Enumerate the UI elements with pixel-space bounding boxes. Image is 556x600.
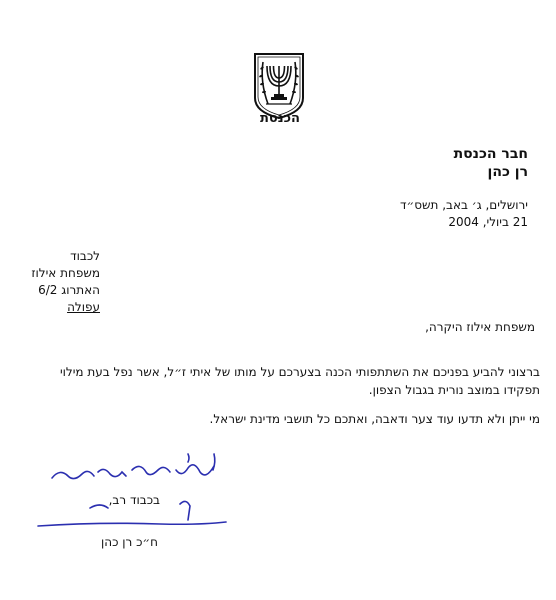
signer-name: ח״כ רן כהן bbox=[100, 535, 158, 549]
paragraph-2: מי ייתן ולא תדעו עוד צער ודאבה, ואתכם כל תושבי מדינת ישראל. bbox=[209, 412, 540, 426]
recipient-city: עפולה bbox=[67, 300, 100, 314]
date-hebrew: ירושלים, ג׳ באב, תשס״ד bbox=[399, 198, 528, 212]
institution-name: הכנסת bbox=[260, 111, 300, 126]
recipient-honorific: לכבוד bbox=[70, 249, 100, 263]
date-gregorian: 21 ביולי, 2004 bbox=[448, 215, 528, 229]
sender-name: רן כהן bbox=[487, 164, 528, 180]
recipient-street: האתרוג 6/2 bbox=[38, 283, 100, 297]
recipient-family: משפחת אילוז bbox=[31, 266, 100, 280]
paragraph-1-line-2: תפקידו במוצב נורית בגבול הצפון. bbox=[368, 383, 540, 397]
sender-title: חבר הכנסת bbox=[453, 146, 528, 162]
state-emblem-icon bbox=[250, 50, 308, 120]
letter-greeting: משפחת אילוז היקרה, bbox=[425, 320, 535, 334]
letter-closing: בכבוד רב, bbox=[108, 493, 160, 507]
paragraph-1-line-1: ברצוני להביע בפניכם את השתתפותי הכנה בצערכם על מותו של איתי ז״ל, אשר נפל בעת מילוי bbox=[59, 365, 540, 379]
